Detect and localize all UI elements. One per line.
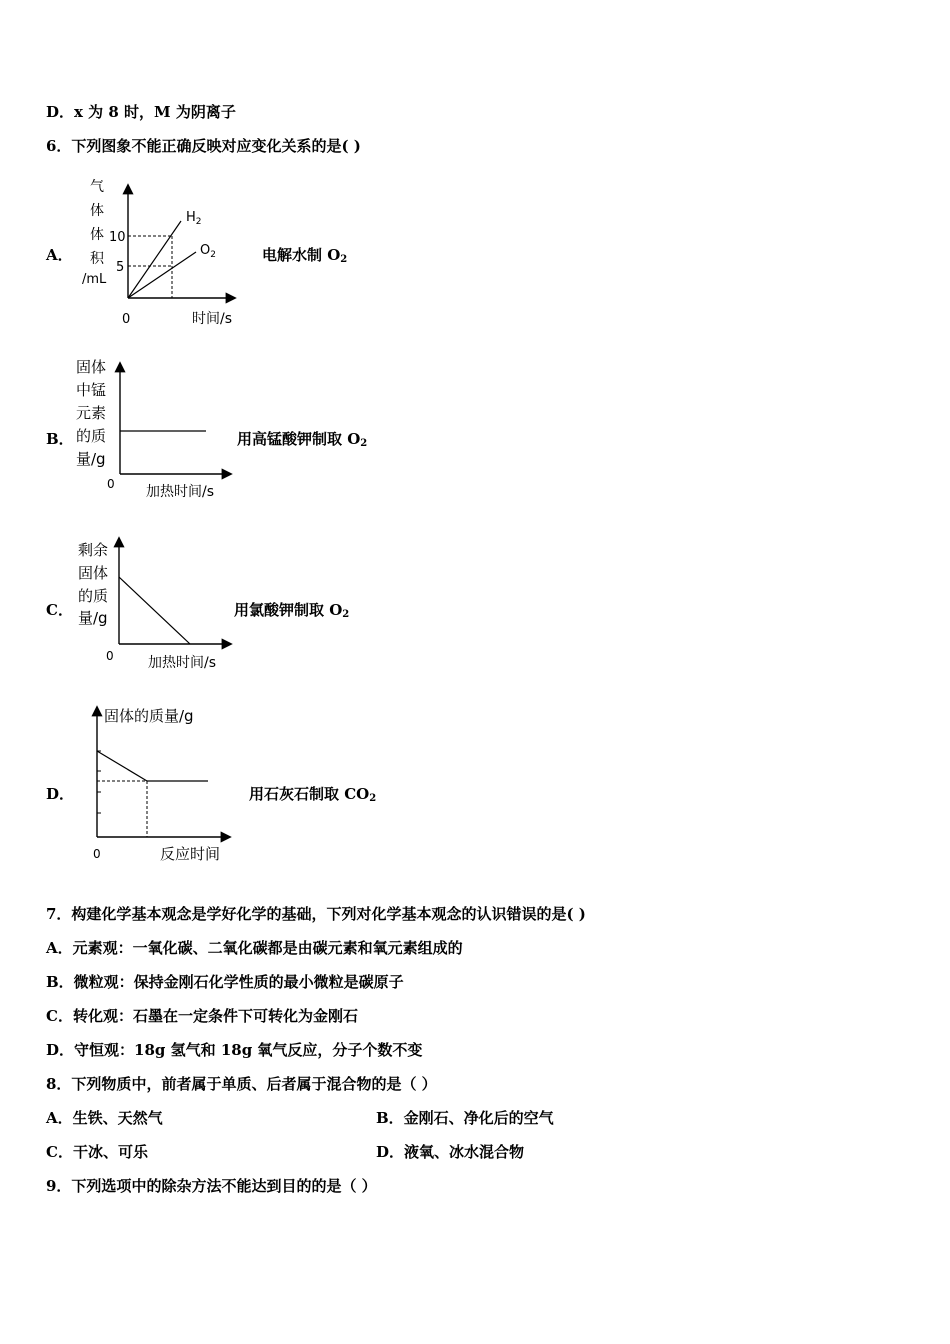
y-label-3: 的质: [78, 587, 109, 605]
y-label-3: 体: [90, 227, 104, 243]
h2-line: [128, 221, 181, 298]
q6-option-d-caption: 用石灰石制取 $CO_2$: [249, 785, 377, 804]
x-label: 加热时间/s: [146, 484, 215, 500]
o2-line: [128, 252, 196, 298]
q6-option-b-caption: 用高锰酸钾制取 $O_2$: [237, 430, 368, 449]
q6-graph-d: [84, 700, 244, 865]
y-label-4: 积: [90, 251, 104, 267]
y-label-5: /mL: [82, 272, 107, 287]
y-label-4: 量/g: [78, 609, 108, 627]
q6-option-c-letter: C．: [46, 601, 73, 619]
q6-option-d-letter: D．: [46, 785, 75, 803]
h2-label: $H_2$: [186, 210, 202, 227]
decline-line: [97, 751, 147, 781]
y-label-2: 固体: [78, 564, 109, 582]
q9-stem: 9．下列选项中的除杂方法不能达到目的的是（ ）: [46, 1177, 377, 1195]
tick-5: 5: [116, 260, 125, 275]
origin: 0: [107, 477, 115, 491]
x-label: 加热时间/s: [148, 655, 217, 671]
q6-option-c-caption: 用氯酸钾制取 $O_2$: [234, 601, 350, 620]
q6-graph-a: [76, 176, 246, 331]
q8-option-b: B．金刚石、净化后的空气: [376, 1109, 554, 1127]
q6-stem: 6．下列图象不能正确反映对应变化关系的是( ): [46, 137, 361, 155]
y-label-2: 体: [90, 203, 104, 219]
y-label-3: 元素: [76, 404, 107, 422]
q6-option-b-letter: B．: [46, 430, 74, 448]
q7-option-b: B．微粒观：保持金刚石化学性质的最小微粒是碳原子: [46, 973, 404, 991]
x-label: 时间/s: [192, 311, 233, 327]
q7-option-a: A．元素观：一氧化碳、二氧化碳都是由碳元素和氧元素组成的: [46, 939, 463, 957]
q8-stem: 8．下列物质中，前者属于单质、后者属于混合物的是（ ）: [46, 1075, 437, 1093]
residue-line: [119, 577, 190, 644]
y-label-1: 剩余: [78, 541, 109, 559]
o2-label: $O_2$: [200, 243, 216, 260]
y-label-1: 固体: [76, 358, 107, 376]
q8-option-a: A．生铁、天然气: [46, 1109, 163, 1127]
q6-graph-c: [74, 533, 239, 678]
y-label-2: 中锰: [76, 381, 107, 399]
q7-option-c: C．转化观：石墨在一定条件下可转化为金刚石: [46, 1007, 358, 1025]
y-label-4: 的质: [76, 427, 107, 445]
y-label-5: 量/g: [76, 450, 106, 468]
q5-option-d: D．x 为 8 时，M 为阴离子: [46, 103, 236, 121]
origin: 0: [106, 649, 114, 663]
q6-graph-b: [72, 352, 237, 507]
q6-option-a-letter: A．: [46, 246, 73, 264]
q6-option-a-caption: 电解水制 $O_2$: [262, 246, 348, 265]
q8-option-d: D．液氧、冰水混合物: [376, 1143, 525, 1161]
y-label-1: 气: [90, 179, 104, 195]
origin: 0: [93, 847, 101, 861]
q8-option-c: C．干冰、可乐: [46, 1143, 148, 1161]
origin: 0: [122, 312, 131, 327]
y-label: 固体的质量/g: [104, 707, 194, 725]
q7-stem: 7．构建化学基本观念是学好化学的基础，下列对化学基本观念的认识错误的是( ): [46, 905, 586, 923]
tick-10: 10: [109, 230, 126, 245]
q7-option-d: D．守恒观：18g 氢气和 18g 氧气反应，分子个数不变: [46, 1041, 423, 1059]
x-label: 反应时间: [160, 845, 221, 863]
